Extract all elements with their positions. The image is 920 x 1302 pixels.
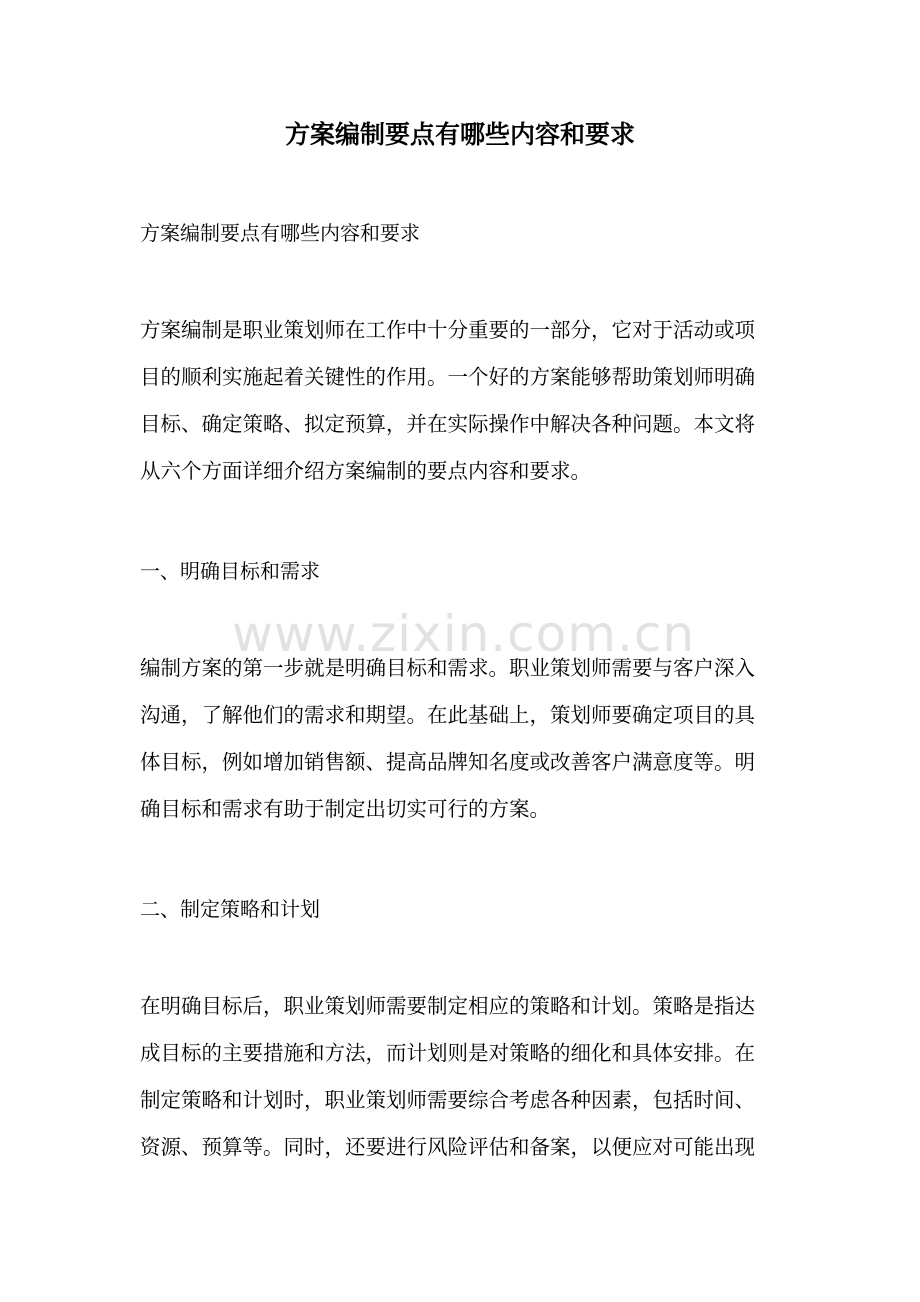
document-title: 方案编制要点有哪些内容和要求 [284,120,635,149]
paragraph-line: 沟通，了解他们的需求和期望。在此基础上，策划师要确定项目的具 [140,703,755,727]
paragraph-line: 方案编制是职业策划师在工作中十分重要的一部分，它对于活动或项 [140,318,755,342]
section-heading-1: 一、明确目标和需求 [140,559,320,583]
paragraph-line: 成目标的主要措施和方法，而计划则是对策略的细化和具体安排。在 [140,1041,755,1065]
section-heading-2: 二、制定策略和计划 [140,897,320,921]
watermark: www.zixin.com.cn [232,605,696,663]
paragraph-line: 体目标，例如增加销售额、提高品牌知名度或改善客户满意度等。明 [140,750,755,774]
paragraph-line: 目标、确定策略、拟定预算，并在实际操作中解决各种问题。本文将 [140,412,755,436]
document-subtitle: 方案编制要点有哪些内容和要求 [140,221,420,245]
paragraph-line: 编制方案的第一步就是明确目标和需求。职业策划师需要与客户深入 [140,656,755,680]
paragraph-line: 从六个方面详细介绍方案编制的要点内容和要求。 [140,459,591,483]
intro-paragraph [140,307,790,495]
paragraph-line: 制定策略和计划时，职业策划师需要综合考虑各种因素，包括时间、 [140,1088,755,1112]
paragraph-line: 确目标和需求有助于制定出切实可行的方案。 [140,797,550,821]
paragraph-line: 资源、预算等。同时，还要进行风险评估和备案，以便应对可能出现 [140,1135,755,1159]
section-paragraph-1 [140,645,790,833]
paragraph-line: 在明确目标后，职业策划师需要制定相应的策略和计划。策略是指达 [140,994,755,1018]
paragraph-line: 目的顺利实施起着关键性的作用。一个好的方案能够帮助策划师明确 [140,365,755,389]
section-paragraph-2 [140,983,790,1171]
